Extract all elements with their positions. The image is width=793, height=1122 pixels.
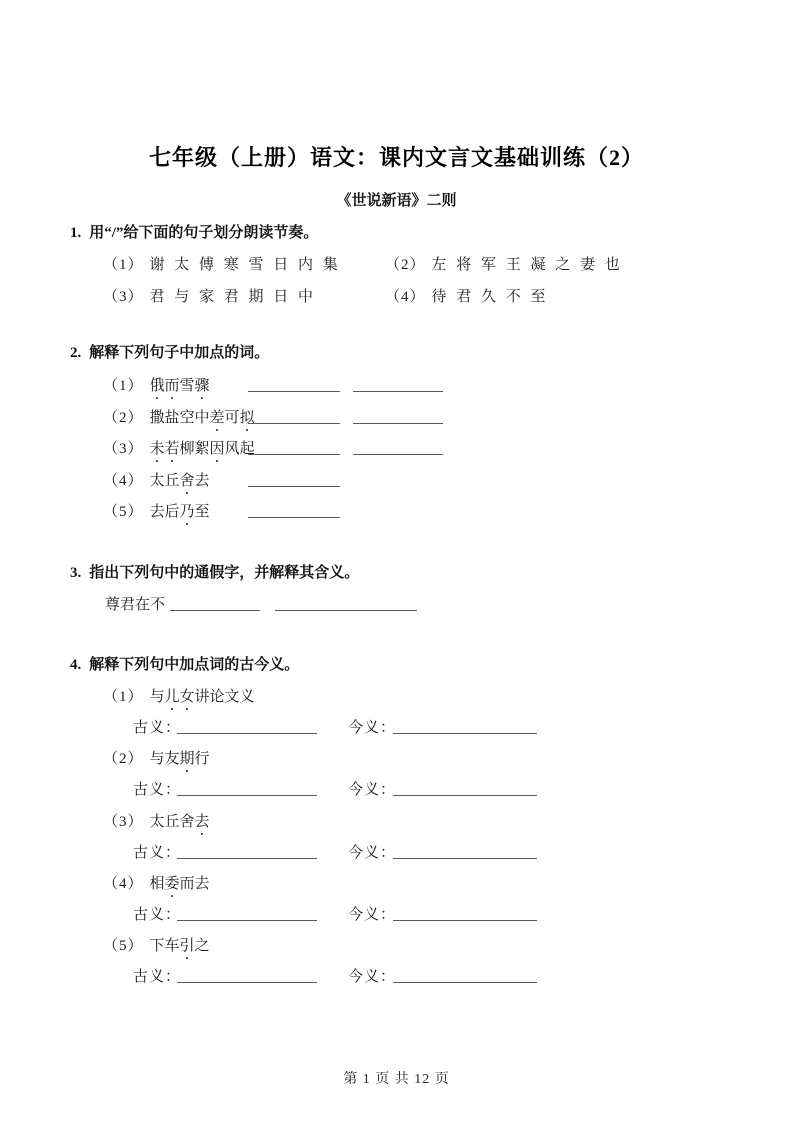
item-phrase: 俄而雪骤 [149,378,210,394]
ancient-meaning-label: 古义： [133,845,182,861]
item-phrase: 待 君 久 不 至 [431,289,549,305]
q2-item-4 [103,469,210,489]
ancient-meaning-label: 古义： [133,969,182,985]
q4-meanings-1 [133,716,397,736]
q2-item-3 [103,437,255,457]
modern-meaning-label: 今义： [348,845,397,861]
item-number: （2） [385,257,426,273]
q1-item-1 [103,253,341,273]
item-phrase: 与友期行 [149,751,210,767]
modern-meaning-label: 今义： [348,782,397,798]
item-phrase: 尊君在不 [105,597,166,613]
question-number: 2. [70,345,82,361]
item-phrase: 相委而去 [149,876,210,892]
ancient-meaning-label: 古义： [133,907,182,923]
item-phrase: 撒盐空中差可拟 [149,410,255,426]
answer-blank [353,406,443,424]
item-number: （3） [103,814,144,830]
item-phrase: 左 将 军 王 凝 之 妻 也 [431,257,623,273]
item-phrase: 下车引之 [149,938,210,954]
answer-blank [393,903,537,921]
item-number: （1） [103,689,144,705]
answer-blank [177,965,317,983]
q4-item-4 [103,872,210,892]
item-phrase: 去后乃至 [149,504,210,520]
ancient-meaning-label: 古义： [133,720,182,736]
answer-blank [393,841,537,859]
item-phrase: 君 与 家 君 期 日 中 [149,289,317,305]
question-prompt: 用“/”给下面的句子划分朗读节奏。 [89,225,319,241]
item-phrase: 与儿女讲论文义 [149,689,255,705]
answer-blank [393,716,537,734]
item-number: （4） [385,289,426,305]
answer-blank [393,965,537,983]
q2-item-5 [103,500,210,520]
question-prompt: 指出下列句中的通假字，并解释其含义。 [89,565,360,581]
answer-blank [275,593,417,611]
question-number: 3. [70,565,82,581]
question-3-header [70,561,359,582]
answer-blank [248,374,340,392]
item-phrase: 谢 太 傅 寒 雪 日 内 集 [149,257,341,273]
page-subtitle: 《世说新语》二则 [336,193,457,209]
answer-blank [248,469,340,487]
ancient-meaning-label: 古义： [133,782,182,798]
answer-blank [177,903,317,921]
item-number: （5） [103,504,144,520]
q1-item-4 [385,285,549,305]
q4-meanings-3 [133,841,397,861]
item-number: （3） [103,289,144,305]
answer-blank [248,437,340,455]
answer-blank [177,841,317,859]
q4-item-3 [103,810,210,830]
answer-blank [248,406,340,424]
item-phrase: 未若柳絮因风起 [149,441,255,457]
item-number: （1） [103,257,144,273]
q2-item-2 [103,406,255,426]
question-number: 4. [70,657,82,673]
answer-blank [248,500,340,518]
item-phrase: 太丘舍去 [149,814,210,830]
question-number: 1. [70,225,82,241]
q1-item-2 [385,253,623,273]
q4-item-1 [103,685,255,705]
q2-item-1 [103,374,210,394]
answer-blank [353,374,443,392]
q4-meanings-5 [133,965,397,985]
q1-item-3 [103,285,316,305]
page-number-footer: 第 1 页 共 12 页 [343,1072,450,1087]
item-number: （1） [103,378,144,394]
q4-item-2 [103,747,210,767]
item-number: （3） [103,441,144,457]
answer-blank [353,437,443,455]
answer-blank [177,716,317,734]
q4-meanings-4 [133,903,397,923]
question-prompt: 解释下列句子中加点的词。 [89,345,270,361]
item-number: （2） [103,410,144,426]
item-number: （5） [103,938,144,954]
page-title: 七年级（上册）语文：课内文言文基础训练（2） [148,145,644,170]
item-number: （4） [103,473,144,489]
modern-meaning-label: 今义： [348,969,397,985]
modern-meaning-label: 今义： [348,720,397,736]
item-number: （4） [103,876,144,892]
answer-blank [177,778,317,796]
answer-blank [393,778,537,796]
item-number: （2） [103,751,144,767]
question-prompt: 解释下列句中加点词的古今义。 [89,657,300,673]
modern-meaning-label: 今义： [348,907,397,923]
answer-blank [170,593,260,611]
question-4-header [70,653,299,674]
q4-item-5 [103,934,210,954]
question-2-header [70,341,269,362]
q3-item [105,593,165,613]
question-1-header [70,221,318,242]
q4-meanings-2 [133,778,397,798]
item-phrase: 太丘舍去 [149,473,210,489]
